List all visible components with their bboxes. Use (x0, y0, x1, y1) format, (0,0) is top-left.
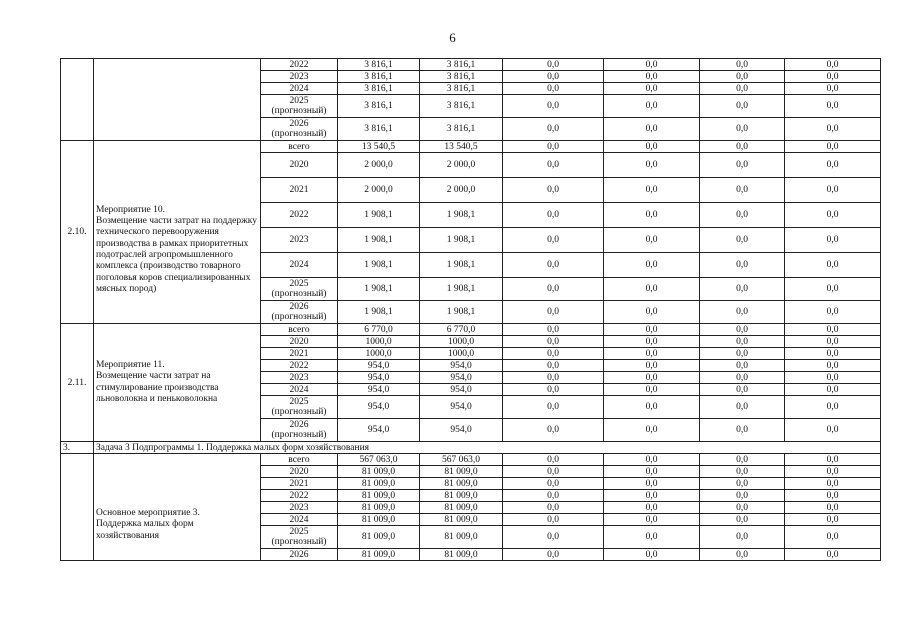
value-cell: 954,0 (420, 396, 503, 419)
value-cell: 1 908,1 (420, 301, 503, 324)
value-cell: 81 009,0 (338, 514, 420, 526)
value-cell: 0,0 (604, 83, 700, 95)
value-cell: 0,0 (785, 71, 881, 83)
year-label: 2023 (289, 372, 309, 383)
year-cell (261, 466, 338, 478)
forecast-label: (прогнозный) (271, 407, 327, 417)
value-cell: 0,0 (503, 71, 604, 83)
year-cell (261, 454, 338, 466)
year-label: 2025 (289, 397, 309, 407)
forecast-label: (прогнозный) (271, 106, 327, 116)
year-label: 2020 (289, 466, 309, 477)
year-cell (261, 228, 338, 253)
year-label: всего (288, 324, 310, 335)
value-cell: 0,0 (700, 526, 785, 549)
year-cell (261, 118, 338, 141)
value-cell: 567 063,0 (338, 454, 420, 466)
value-cell: 0,0 (785, 228, 881, 253)
value-cell: 13 540,5 (338, 141, 420, 153)
value-cell: 81 009,0 (420, 526, 503, 549)
value-cell: 0,0 (604, 253, 700, 278)
table-body (61, 59, 881, 561)
value-cell: 0,0 (503, 372, 604, 384)
value-cell: 0,0 (503, 419, 604, 442)
value-cell: 81 009,0 (420, 478, 503, 490)
forecast-label: (прогнозный) (271, 312, 327, 322)
table-row (61, 59, 881, 71)
value-cell: 0,0 (700, 228, 785, 253)
table-row (61, 324, 881, 336)
year-cell (261, 153, 338, 178)
value-cell: 3 816,1 (338, 95, 420, 118)
value-cell: 3 816,1 (338, 118, 420, 141)
value-cell: 0,0 (785, 466, 881, 478)
value-cell: 81 009,0 (420, 549, 503, 561)
value-cell: 81 009,0 (338, 502, 420, 514)
value-cell: 0,0 (785, 203, 881, 228)
value-cell: 954,0 (338, 396, 420, 419)
value-cell: 0,0 (503, 526, 604, 549)
year-label: 2021 (289, 348, 309, 359)
value-cell: 3 816,1 (420, 95, 503, 118)
forecast-label: (прогнозный) (271, 289, 327, 299)
value-cell: 0,0 (604, 348, 700, 360)
value-cell: 0,0 (785, 372, 881, 384)
value-cell: 2 000,0 (338, 178, 420, 203)
measure-name: Основное мероприятие 3. Поддержка малых форм хозяйствования (94, 454, 261, 561)
year-cell (261, 141, 338, 153)
value-cell: 0,0 (604, 478, 700, 490)
value-cell: 81 009,0 (338, 549, 420, 561)
value-cell: 0,0 (503, 59, 604, 71)
year-label: 2026 (289, 119, 309, 129)
value-cell: 1 908,1 (420, 278, 503, 301)
measure-name: Мероприятие 10. Возмещение части затрат на поддержку технического перевооружения производства в рамках приоритетных подотраслей агропромышленного комплекса (производство товарного поголовья коров специализированных мясных пород) (94, 141, 261, 324)
value-cell: 0,0 (785, 396, 881, 419)
value-cell: 954,0 (420, 384, 503, 396)
year-cell (261, 526, 338, 549)
value-cell: 0,0 (604, 396, 700, 419)
value-cell: 0,0 (604, 372, 700, 384)
year-label: 2026 (289, 302, 309, 312)
value-cell: 0,0 (785, 95, 881, 118)
forecast-label: (прогнозный) (271, 537, 327, 547)
value-cell: 0,0 (785, 324, 881, 336)
value-cell: 0,0 (785, 336, 881, 348)
forecast-label: (прогнозный) (271, 129, 327, 139)
value-cell: 0,0 (503, 549, 604, 561)
value-cell: 1000,0 (338, 348, 420, 360)
value-cell: 0,0 (604, 502, 700, 514)
value-cell: 3 816,1 (338, 59, 420, 71)
year-cell (261, 203, 338, 228)
value-cell: 0,0 (604, 514, 700, 526)
value-cell: 3 816,1 (420, 118, 503, 141)
value-cell: 0,0 (503, 454, 604, 466)
value-cell: 1 908,1 (420, 253, 503, 278)
funding-table (60, 58, 881, 561)
year-cell (261, 490, 338, 502)
value-cell: 0,0 (503, 141, 604, 153)
year-cell (261, 514, 338, 526)
year-cell (261, 71, 338, 83)
value-cell: 0,0 (785, 549, 881, 561)
value-cell: 0,0 (604, 526, 700, 549)
year-label: 2025 (289, 96, 309, 106)
value-cell: 0,0 (503, 178, 604, 203)
value-cell: 0,0 (785, 490, 881, 502)
value-cell: 1000,0 (338, 336, 420, 348)
value-cell: 0,0 (604, 278, 700, 301)
value-cell: 0,0 (700, 514, 785, 526)
year-cell (261, 360, 338, 372)
value-cell: 81 009,0 (420, 490, 503, 502)
value-cell: 1000,0 (420, 348, 503, 360)
value-cell: 1 908,1 (338, 278, 420, 301)
year-cell (261, 384, 338, 396)
value-cell: 954,0 (338, 384, 420, 396)
value-cell: 1000,0 (420, 336, 503, 348)
value-cell: 3 816,1 (338, 71, 420, 83)
value-cell: 0,0 (785, 253, 881, 278)
value-cell: 81 009,0 (420, 502, 503, 514)
value-cell: 0,0 (700, 348, 785, 360)
value-cell: 0,0 (503, 384, 604, 396)
value-cell: 1 908,1 (338, 203, 420, 228)
year-label: 2025 (289, 527, 309, 537)
value-cell: 2 000,0 (420, 153, 503, 178)
year-cell (261, 419, 338, 442)
year-label: 2024 (289, 260, 309, 270)
value-cell: 0,0 (503, 336, 604, 348)
year-label: 2024 (289, 83, 309, 94)
value-cell: 0,0 (503, 228, 604, 253)
value-cell: 954,0 (338, 360, 420, 372)
value-cell: 0,0 (785, 514, 881, 526)
value-cell: 0,0 (604, 384, 700, 396)
value-cell: 1 908,1 (338, 253, 420, 278)
value-cell: 0,0 (604, 118, 700, 141)
year-cell (261, 83, 338, 95)
page-number: 6 (449, 30, 456, 45)
value-cell: 0,0 (785, 153, 881, 178)
value-cell: 0,0 (503, 301, 604, 324)
forecast-label: (прогнозный) (271, 430, 327, 440)
year-label: 2024 (289, 514, 309, 525)
value-cell: 6 770,0 (420, 324, 503, 336)
value-cell: 954,0 (420, 419, 503, 442)
value-cell: 0,0 (604, 95, 700, 118)
value-cell: 0,0 (503, 478, 604, 490)
value-cell: 0,0 (700, 396, 785, 419)
value-cell: 1 908,1 (338, 301, 420, 324)
value-cell: 0,0 (604, 466, 700, 478)
value-cell: 0,0 (604, 360, 700, 372)
value-cell: 0,0 (700, 95, 785, 118)
value-cell: 6 770,0 (338, 324, 420, 336)
value-cell: 0,0 (785, 454, 881, 466)
value-cell: 0,0 (604, 141, 700, 153)
value-cell: 0,0 (785, 478, 881, 490)
measure-number (61, 59, 94, 141)
value-cell: 954,0 (420, 360, 503, 372)
year-label: 2021 (289, 478, 309, 489)
value-cell: 0,0 (700, 549, 785, 561)
value-cell: 0,0 (503, 396, 604, 419)
value-cell: 0,0 (785, 178, 881, 203)
value-cell: 0,0 (700, 203, 785, 228)
value-cell: 81 009,0 (338, 478, 420, 490)
year-label: 2023 (289, 235, 309, 245)
value-cell: 0,0 (503, 253, 604, 278)
value-cell: 0,0 (503, 324, 604, 336)
value-cell: 0,0 (700, 83, 785, 95)
value-cell: 0,0 (785, 59, 881, 71)
year-cell (261, 502, 338, 514)
value-cell: 0,0 (700, 384, 785, 396)
value-cell: 0,0 (503, 83, 604, 95)
value-cell: 0,0 (604, 454, 700, 466)
measure-number: 2.10. (61, 141, 94, 324)
value-cell: 0,0 (503, 203, 604, 228)
value-cell: 954,0 (338, 372, 420, 384)
value-cell: 0,0 (700, 490, 785, 502)
value-cell: 0,0 (700, 153, 785, 178)
value-cell: 954,0 (420, 372, 503, 384)
value-cell: 3 816,1 (420, 59, 503, 71)
value-cell: 0,0 (604, 324, 700, 336)
value-cell: 0,0 (503, 490, 604, 502)
value-cell: 81 009,0 (338, 490, 420, 502)
year-label: 2022 (289, 210, 309, 220)
measure-number (61, 454, 94, 561)
year-label: всего (288, 141, 310, 152)
year-label: 2021 (289, 185, 309, 195)
year-cell (261, 178, 338, 203)
year-label: 2026 (289, 420, 309, 430)
value-cell: 0,0 (700, 360, 785, 372)
year-cell (261, 278, 338, 301)
value-cell: 81 009,0 (338, 466, 420, 478)
value-cell: 0,0 (604, 419, 700, 442)
value-cell: 0,0 (700, 59, 785, 71)
value-cell: 0,0 (700, 466, 785, 478)
value-cell: 0,0 (785, 278, 881, 301)
year-cell (261, 301, 338, 324)
value-cell: 0,0 (503, 502, 604, 514)
measure-number: 2.11. (61, 324, 94, 442)
value-cell: 81 009,0 (338, 526, 420, 549)
value-cell: 0,0 (700, 478, 785, 490)
year-label: всего (288, 454, 310, 465)
value-cell: 0,0 (700, 336, 785, 348)
table-row (61, 454, 881, 466)
value-cell: 0,0 (700, 301, 785, 324)
value-cell: 0,0 (700, 118, 785, 141)
year-cell (261, 549, 338, 561)
value-cell: 3 816,1 (420, 83, 503, 95)
value-cell: 0,0 (604, 59, 700, 71)
year-cell (261, 336, 338, 348)
year-cell (261, 478, 338, 490)
value-cell: 0,0 (503, 514, 604, 526)
year-cell (261, 253, 338, 278)
year-label: 2020 (289, 336, 309, 347)
value-cell: 0,0 (785, 348, 881, 360)
value-cell: 0,0 (604, 228, 700, 253)
value-cell: 0,0 (604, 549, 700, 561)
year-label: 2020 (289, 160, 309, 170)
value-cell: 0,0 (785, 419, 881, 442)
value-cell: 3 816,1 (338, 83, 420, 95)
value-cell: 2 000,0 (420, 178, 503, 203)
year-label: 2025 (289, 279, 309, 289)
year-cell (261, 396, 338, 419)
value-cell: 0,0 (604, 301, 700, 324)
value-cell: 0,0 (700, 324, 785, 336)
year-cell (261, 348, 338, 360)
task-title: Задача 3 Подпрограммы 1. Поддержка малых форм хозяйствования (94, 442, 881, 454)
year-label: 2023 (289, 502, 309, 513)
task-row (61, 442, 881, 454)
value-cell: 0,0 (604, 153, 700, 178)
value-cell: 0,0 (604, 71, 700, 83)
value-cell: 0,0 (785, 502, 881, 514)
value-cell: 1 908,1 (420, 228, 503, 253)
value-cell: 0,0 (700, 502, 785, 514)
year-label: 2022 (289, 490, 309, 501)
value-cell: 0,0 (785, 526, 881, 549)
value-cell: 0,0 (503, 153, 604, 178)
value-cell: 0,0 (700, 419, 785, 442)
year-label: 2024 (289, 384, 309, 395)
measure-name: Мероприятие 11. Возмещение части затрат на стимулирование производства льноволокна и пеньковолокна (94, 324, 261, 442)
value-cell: 0,0 (785, 360, 881, 372)
value-cell: 0,0 (700, 278, 785, 301)
value-cell: 567 063,0 (420, 454, 503, 466)
value-cell: 0,0 (604, 490, 700, 502)
value-cell: 0,0 (700, 372, 785, 384)
value-cell: 0,0 (700, 178, 785, 203)
value-cell: 0,0 (785, 384, 881, 396)
value-cell: 0,0 (503, 95, 604, 118)
value-cell: 0,0 (604, 336, 700, 348)
value-cell: 2 000,0 (338, 153, 420, 178)
year-cell (261, 59, 338, 71)
value-cell: 0,0 (700, 454, 785, 466)
value-cell: 13 540,5 (420, 141, 503, 153)
year-label: 2026 (289, 549, 309, 560)
value-cell: 81 009,0 (420, 466, 503, 478)
year-label: 2023 (289, 71, 309, 82)
value-cell: 0,0 (604, 203, 700, 228)
value-cell: 0,0 (503, 348, 604, 360)
value-cell: 0,0 (785, 301, 881, 324)
year-label: 2022 (289, 360, 309, 371)
value-cell: 0,0 (503, 466, 604, 478)
year-cell (261, 372, 338, 384)
value-cell: 81 009,0 (420, 514, 503, 526)
year-cell (261, 324, 338, 336)
value-cell: 0,0 (785, 83, 881, 95)
value-cell: 0,0 (700, 141, 785, 153)
value-cell: 0,0 (503, 118, 604, 141)
value-cell: 3 816,1 (420, 71, 503, 83)
value-cell: 0,0 (503, 278, 604, 301)
value-cell: 954,0 (338, 419, 420, 442)
task-number: 3. (61, 442, 94, 454)
value-cell: 1 908,1 (420, 203, 503, 228)
value-cell: 0,0 (503, 360, 604, 372)
year-cell (261, 95, 338, 118)
table-row (61, 141, 881, 153)
value-cell: 0,0 (785, 118, 881, 141)
year-label: 2022 (289, 59, 309, 70)
value-cell: 0,0 (700, 253, 785, 278)
value-cell: 0,0 (785, 141, 881, 153)
measure-name (94, 59, 261, 141)
value-cell: 1 908,1 (338, 228, 420, 253)
value-cell: 0,0 (604, 178, 700, 203)
value-cell: 0,0 (700, 71, 785, 83)
